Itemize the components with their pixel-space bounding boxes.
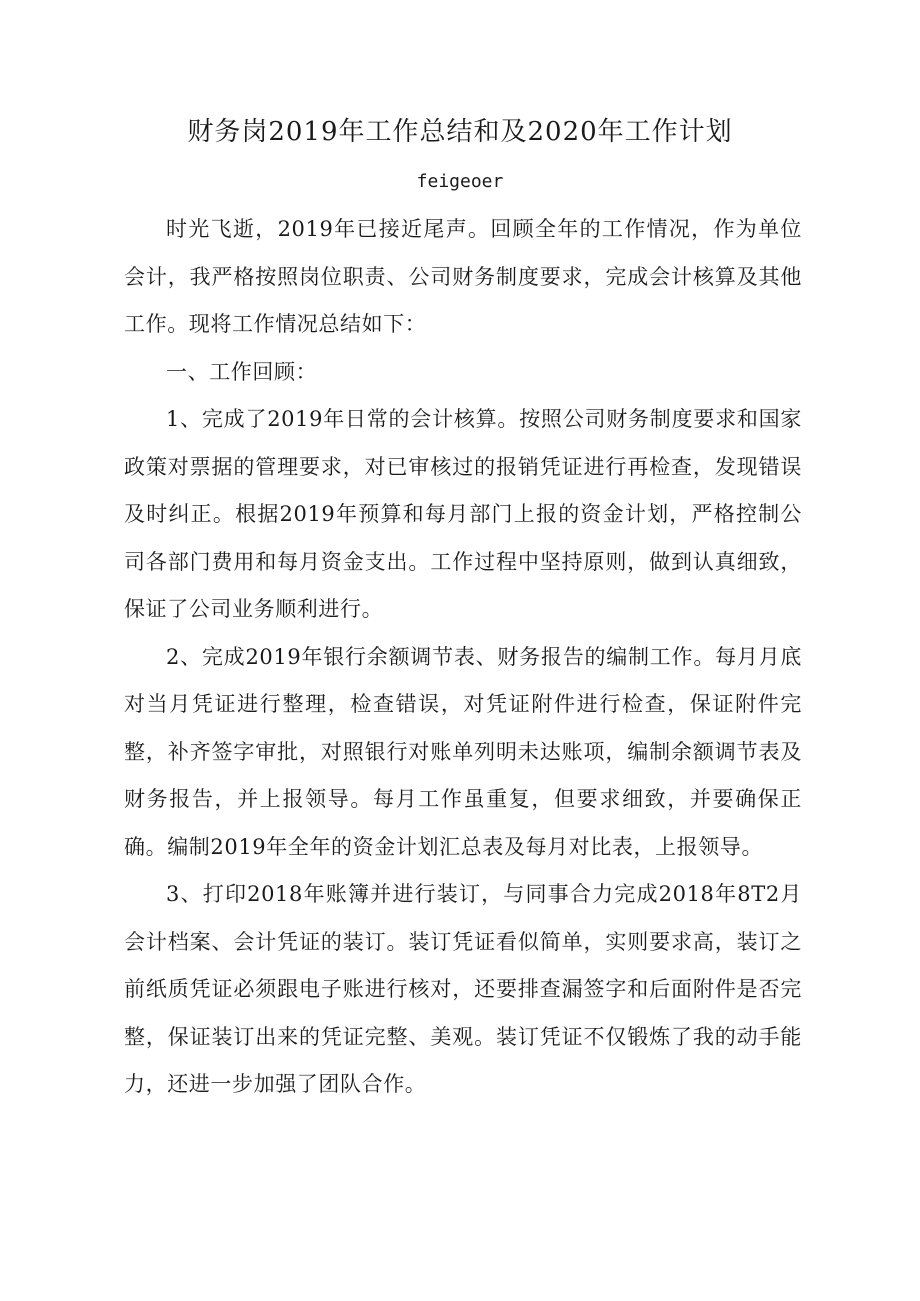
- section-heading-review: 一、工作回顾：: [166, 359, 318, 384]
- paragraph-item-2: 2、完成2019年银行余额调节表、财务报告的编制工作。每月月底对当月凭证进行整理，检查错误，对凭证附件进行检查，保证附件完整，补齐签字审批，对照银行对账单列明未达账项，编制余额调节表及财务报告，并上报领导。每月工作虽重复，但要求细致，并要确保正确。编制2019年全年的资金计划汇总表及每月对比表，上报领导。: [124, 644, 802, 859]
- paragraph-intro: 时光飞逝，2019年已接近尾声。回顾全年的工作情况，作为单位会计，我严格按照岗位职责、公司财务制度要求，完成会计核算及其他工作。现将工作情况总结如下：: [124, 217, 802, 336]
- document-author: feigeoer: [416, 171, 504, 192]
- paragraph-item-1: 1、完成了2019年日常的会计核算。按照公司财务制度要求和国家政策对票据的管理要求，对已审核过的报销凭证进行再检查，发现错误及时纠正。根据2019年预算和每月部门上报的资金计划，严格控制公司各部门费用和每月资金支出。工作过程中坚持原则，做到认真细致，保证了公司业务顺利进行。: [124, 407, 802, 621]
- document-title: 财务岗2019年工作总结和及2020年工作计划: [187, 117, 733, 147]
- document-body: [124, 206, 802, 1109]
- paragraph-item-3: 3、打印2018年账簿并进行装订，与同事合力完成2018年8T2月会计档案、会计凭证的装订。装订凭证看似简单，实则要求高，装订之前纸质凭证必须跟电子账进行核对，还要排查漏签字和后面附件是否完整，保证装订出来的凭证完整、美观。装订凭证不仅锻炼了我的动手能力，还进一步加强了团队合作。: [124, 882, 802, 1096]
